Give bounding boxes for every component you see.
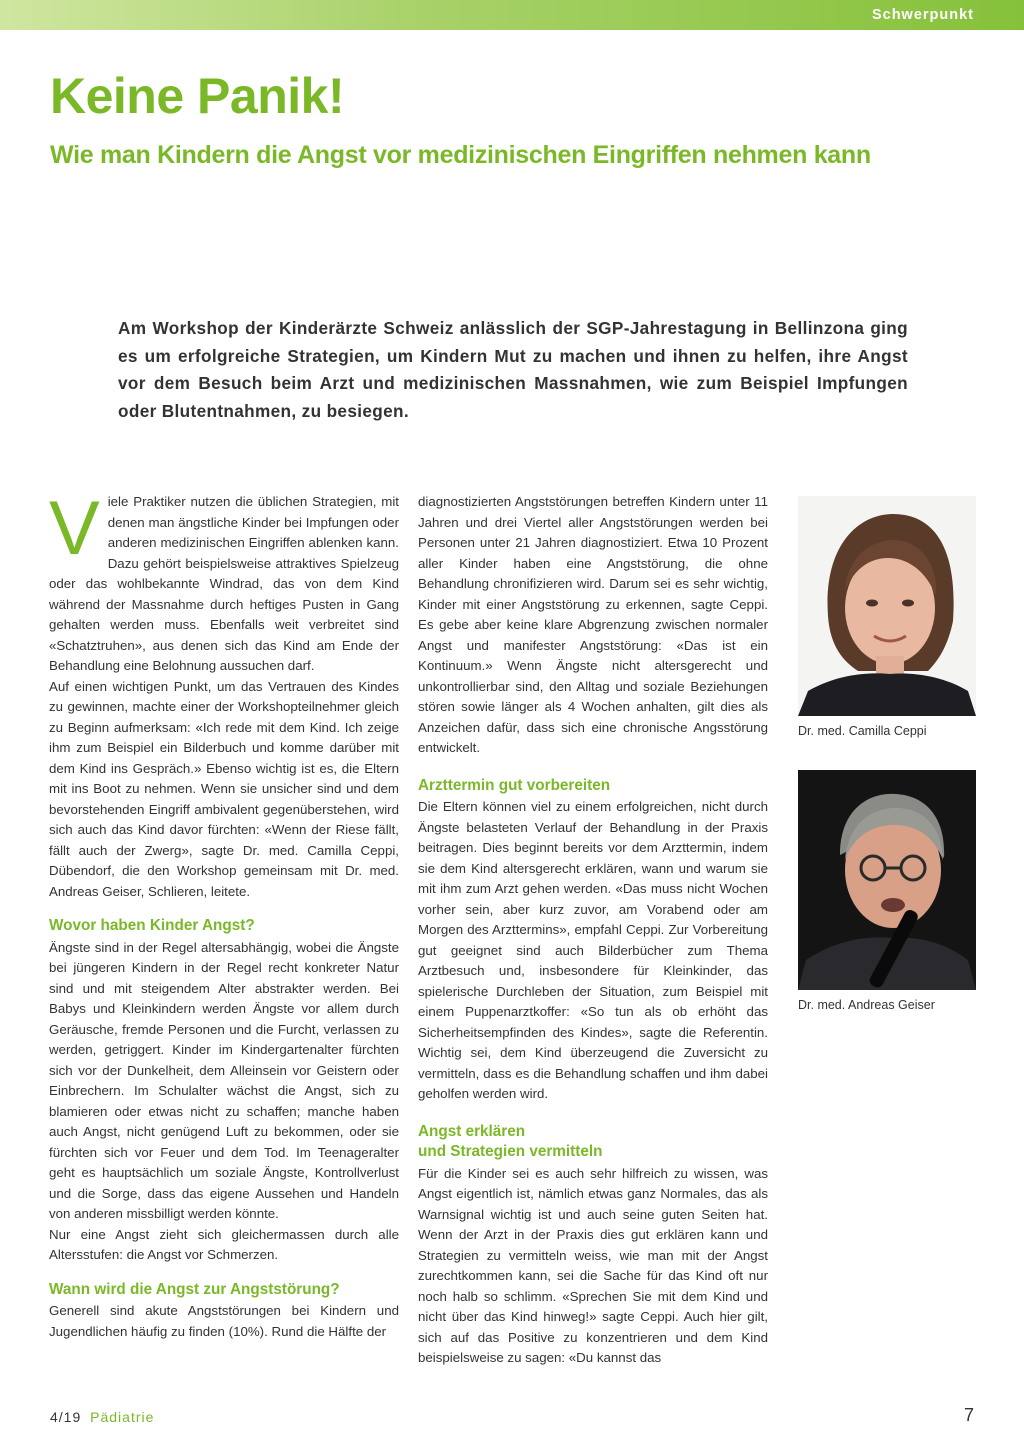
issue-number: 4/19 [50, 1409, 82, 1425]
portrait-photo-andreas-geiser [798, 770, 976, 990]
paragraph: Ängste sind in der Regel altersabhängig, wobei die Ängste bei jüngeren Kindern in der Regel recht konkreter Natur sind und mit steigendem Alter abstrakter werden. Bei Babys und Kleinkindern werden Ängste vor allem durch Geräusche, fremde Personen und die Furcht, verlassen zu werden, getriggert. Kinder im Kindergartenalter fürchten sich vor der Dunkelheit, dem Alleinsein vor Geistern oder Einbrechern. Im Schulalter wächst die Angst, sich zu blamieren oder etwas nicht zu schaffen; manche haben auch Angst, nicht genügend Luft zu bekommen, oder sie fürchten sich vor Feuer und dem Tod. Im Teenageralter geht es hauptsächlich um soziale Ängste, Kontrollverlust und die Sorge, dass das eigene Aussehen und Handeln von anderen missbilligt werden könnte. [49, 939, 399, 1221]
portrait-man-image [798, 770, 976, 990]
section-heading [418, 1122, 768, 1163]
dropcap: V [49, 486, 100, 571]
article-title: Keine Panik! [50, 68, 345, 124]
paragraph-intro-text: iele Praktiker nutzen die üblichen Strategien, mit denen man ängstliche Kinder bei Impfungen oder anderen medizinischen Eingriffen ablenken kann. Dazu gehört beispielsweise attraktives Spielzeug oder das wohlbekannte Windrad, das von dem Kind während der Massnahme durch heftiges Pusten in Gang gehalten werden muss. Ebenfalls weit verbreitet sind «Schatztruhen», aus denen sich das Kind am Ende der Behandlung eine Belohnung aussuchen darf. [49, 494, 399, 673]
paragraph: Nur eine Angst zieht sich gleichermassen durch alle Altersstufen: die Angst vor Schmerzen. [49, 1226, 399, 1262]
section-heading: Wann wird die Angst zur Angststörung? [49, 1280, 340, 1298]
paragraph: Auf einen wichtigen Punkt, um das Vertrauen des Kindes zu gewinnen, machte einer der Workshopteilnehmer gleich zu Beginn aufmerksam: «Ich rede mit dem Kind. Ich zeige ihm zum Beispiel ein Bilderbuch und komme darüber mit dem Kind ins Gespräch.» Ebenso wichtig ist es, die Eltern mit ins Boot zu nehmen. Wenn sie unsicher sind und dem bevorstehenden Eingriff ambivalent gegenüberstehen, wird sich auch das Kind davor fürchten: «Wenn der Riese fällt, fällt auch der Zwerg», sagte Dr. med. Camilla Ceppi, Dübendorf, die den Workshop gemeinsam mit Dr. med. Andreas Geiser, Schlieren, leitete. [49, 678, 399, 899]
photo-caption: Dr. med. Camilla Ceppi [798, 724, 927, 738]
page-number: 7 [963, 1405, 974, 1425]
paragraph: Für die Kinder sei es auch sehr hilfreich zu wissen, was Angst eigentlich ist, nämlich etwas ganz Normales, das als Warnsignal wichtig ist und auch seine guten Seiten hat. Wenn der Arzt in der Praxis dies gut erklären kann und Strategien zu vermitteln weiss, wie man mit der Angst zurechtkommen kann, sei die Sache für das Kind oft nur noch halb so schlimm. «Sprechen Sie mit dem Kind und nicht über das Kind hinweg!» sagte Ceppi. Auch hier gilt, sich auf das Positive zu konzentrieren und dem Kind beispielsweise zu sagen: «Du kannst das [418, 1165, 768, 1365]
section-heading-line-1: Angst erklären [418, 1122, 526, 1140]
portrait-woman-image [798, 496, 976, 716]
article-subtitle: Wie man Kindern die Angst vor medizinischen Eingriffen nehmen kann [50, 141, 871, 169]
section-heading-line-2: und Strategien vermitteln [418, 1143, 603, 1160]
paragraph: Generell sind akute Angststörungen bei Kindern und Jugendlichen häufig zu finden (10%). Rund die Hälfte der [49, 1303, 399, 1339]
section-label: Schwerpunkt [871, 7, 974, 23]
paragraph-intro [49, 486, 399, 677]
lead-paragraph: Am Workshop der Kinderärzte Schweiz anlässlich der SGP-Jahrestagung in Bellinzona ging es um erfolgreiche Strategien, um Kindern Mut zu machen und ihnen zu helfen, ihre Angst vor dem Besuch beim Arzt und medizinischen Massnahmen, wie zum Beispiel Impfungen oder Blutentnahmen, zu besiegen. [118, 318, 908, 421]
article-column-1 [49, 486, 399, 1342]
magazine-name: Pädiatrie [90, 1409, 155, 1425]
photo-caption: Dr. med. Andreas Geiser [798, 998, 935, 1012]
article-column-2 [418, 492, 768, 1369]
paragraph: diagnostizierten Angststörungen betreffen Kindern unter 11 Jahren und drei Viertel aller Angststörungen werden bei Personen unter 21 Jahren diagnostiziert. Etwa 10 Prozent aller Kinder haben eine Angststörung, die ohne Behandlung chronifizieren wird. Darum sei es sehr wichtig, Kinder mit einer Angststörung zu erkennen, sagte Ceppi. Es gebe aber keine klare Abgrenzung zwischen normaler Angst und manifester Angststörung: «Das ist ein Kontinuum.» Wenn Ängste nicht altersgerecht und unkontrollierbar sind, den Alltag und soziale Beziehungen stören sowie länger als 4 Wochen anhalten, gilt dies als Anzeichen dafür, dass sich eine chronische Angsstörung entwickelt. [418, 494, 768, 755]
footer-issue [50, 1409, 154, 1425]
section-heading: Wovor haben Kinder Angst? [49, 917, 255, 934]
paragraph: Die Eltern können viel zu einem erfolgreichen, nicht durch Ängste belasteten Verlauf der Behandlung in der Praxis beitragen. Dies beginnt bereits vor dem Arzttermin, indem sie dem Kind altersgerecht erklären, wann und warum sie mit ihm zum Arzt gehen werden. «Das muss nicht Wochen vorher sein, aber kurz zuvor, am Vorabend oder am Morgen des Arzttermins», empfahl Ceppi. Zur Vorbereitung gut geeignet sind auch Bilderbücher zum Thema Arztbesuch und, insbesondere für Kleinkinder, das spielerische Durchleben der Situation, zum Beispiel mit einem Puppenarztkoffer: «So tun als ob erhöht das Sicherheitsempfinden des Kindes», sagte die Referentin. Wichtig sei, dem Kind überzeugend die Zuversicht zu vermitteln, dass es die Behandlung schaffen und ihm dabei geholfen werden wird. [418, 799, 768, 1101]
section-heading: Arzttermin gut vorbereiten [418, 776, 611, 794]
portrait-photo-camilla-ceppi [798, 496, 976, 716]
header-bar [0, 0, 1024, 30]
